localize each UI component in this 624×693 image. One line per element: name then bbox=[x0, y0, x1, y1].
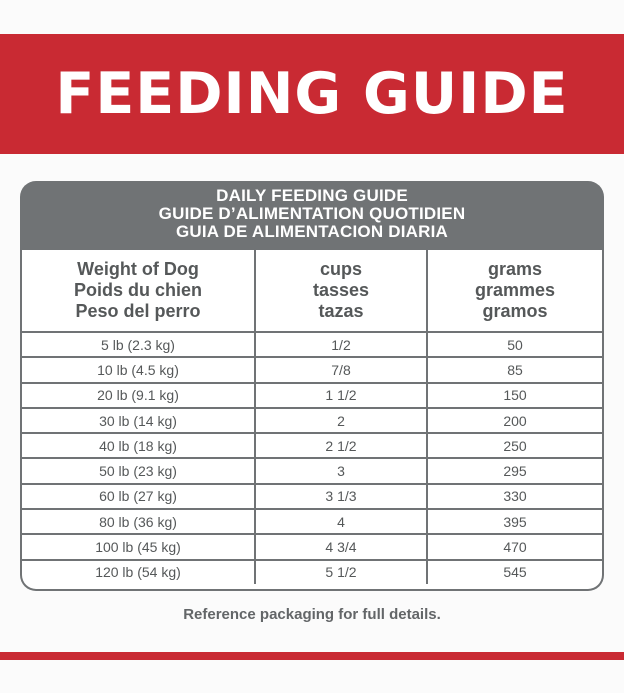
table-title-en: DAILY FEEDING GUIDE bbox=[216, 186, 408, 205]
column-header-line: gramos bbox=[482, 301, 548, 321]
cell-cups: 3 1/3 bbox=[255, 484, 427, 509]
column-header-line: grammes bbox=[474, 280, 556, 300]
table-row bbox=[22, 458, 602, 483]
cell-cups: 2 bbox=[255, 408, 427, 433]
cell-grams: 50 bbox=[427, 332, 602, 357]
table-row bbox=[22, 560, 602, 584]
cell-grams: 545 bbox=[503, 564, 527, 581]
cell-cups: 1/2 bbox=[255, 332, 427, 357]
cell-cups: 5 1/2 bbox=[255, 560, 427, 584]
column-header-line: grams bbox=[487, 259, 543, 279]
feeding-table bbox=[22, 250, 602, 584]
table-title bbox=[20, 181, 604, 249]
column-header-line: tazas bbox=[318, 301, 364, 321]
table-row bbox=[22, 484, 602, 509]
column-header-cups bbox=[255, 250, 427, 332]
cell-grams: 200 bbox=[427, 408, 602, 433]
table-title-es: GUIA DE ALIMENTACION DIARIA bbox=[175, 222, 449, 241]
cell-weight: 30 lb (14 kg) bbox=[22, 408, 255, 433]
cell-cups: 4 3/4 bbox=[255, 534, 427, 559]
cell-cups: 1 1/2 bbox=[255, 383, 427, 408]
cell-cups: 3 bbox=[255, 458, 427, 483]
feeding-table-card bbox=[20, 181, 604, 591]
table-row bbox=[22, 509, 602, 534]
table-row bbox=[22, 332, 602, 357]
table-row bbox=[22, 433, 602, 458]
title-banner bbox=[0, 34, 624, 154]
bottom-accent-bar bbox=[0, 652, 624, 660]
cell-grams: 150 bbox=[427, 383, 602, 408]
table-title-fr: GUIDE D’ALIMENTATION QUOTIDIEN bbox=[158, 204, 466, 223]
table-row bbox=[22, 534, 602, 559]
table-wrapper bbox=[22, 250, 602, 589]
cell-cups: 2 1/2 bbox=[255, 433, 427, 458]
column-header-line: Poids du chien bbox=[73, 280, 202, 300]
page-title: FEEDING GUIDE bbox=[55, 60, 569, 127]
column-header-line: Weight of Dog bbox=[77, 259, 199, 279]
cell-weight: 60 lb (27 kg) bbox=[22, 484, 255, 509]
cell-weight: 120 lb (54 kg) bbox=[22, 560, 255, 584]
cell-weight: 5 lb (2.3 kg) bbox=[22, 332, 255, 357]
cell-grams: 470 bbox=[427, 534, 602, 559]
cell-grams: 85 bbox=[427, 357, 602, 382]
cell-grams: 395 bbox=[427, 509, 602, 534]
table-row bbox=[22, 383, 602, 408]
cell-weight: 80 lb (36 kg) bbox=[22, 509, 255, 534]
cell-grams: 330 bbox=[427, 484, 602, 509]
column-header-grams bbox=[427, 250, 602, 332]
table-row bbox=[22, 408, 602, 433]
reference-note: Reference packaging for full details. bbox=[183, 606, 441, 623]
column-header-line: cups bbox=[319, 259, 362, 279]
cell-cups: 7/8 bbox=[255, 357, 427, 382]
column-header-line: tasses bbox=[312, 280, 370, 300]
cell-weight: 100 lb (45 kg) bbox=[22, 534, 255, 559]
cell-weight: 20 lb (9.1 kg) bbox=[22, 383, 255, 408]
cell-weight: 50 lb (23 kg) bbox=[22, 458, 255, 483]
table-header-row bbox=[22, 250, 602, 332]
cell-grams: 250 bbox=[427, 433, 602, 458]
cell-grams: 295 bbox=[427, 458, 602, 483]
cell-cups: 4 bbox=[255, 509, 427, 534]
cell-weight: 10 lb (4.5 kg) bbox=[22, 357, 255, 382]
column-header-line: Peso del perro bbox=[75, 301, 201, 321]
cell-weight: 40 lb (18 kg) bbox=[22, 433, 255, 458]
column-header-weight bbox=[22, 250, 255, 332]
table-row bbox=[22, 357, 602, 382]
